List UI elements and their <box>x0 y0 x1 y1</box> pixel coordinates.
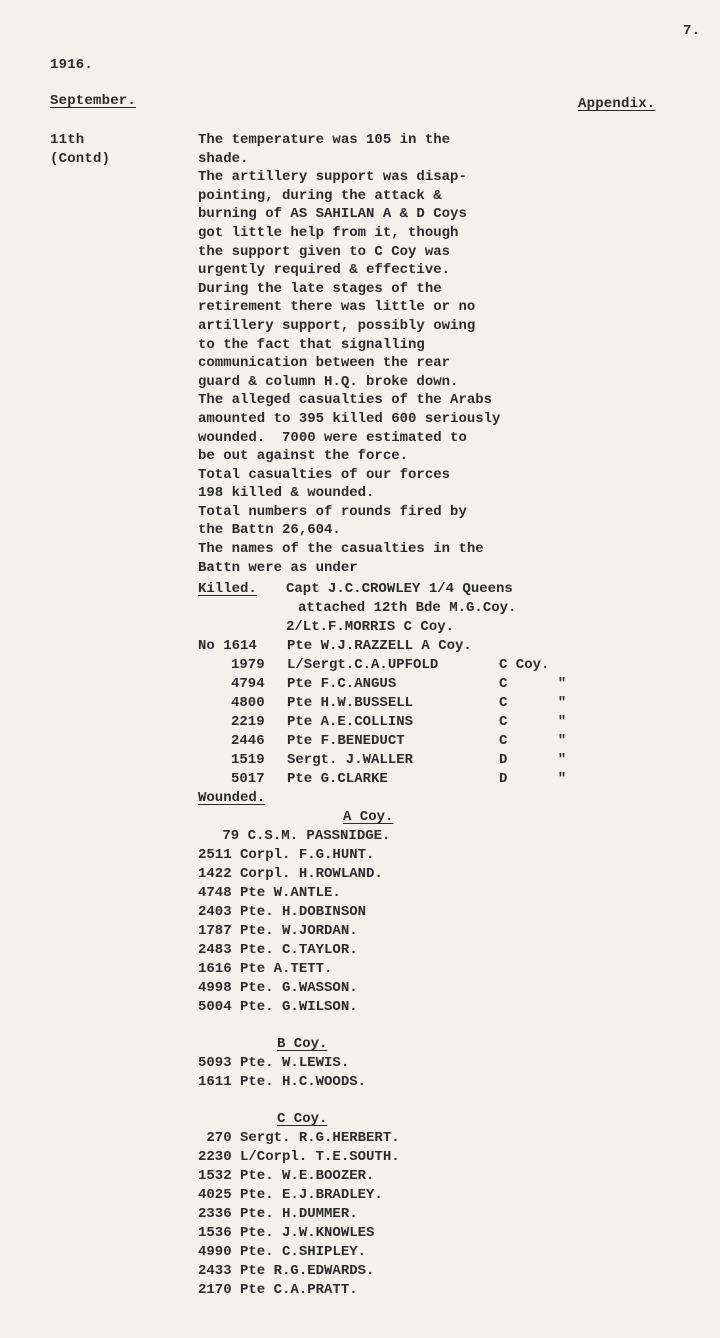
killed-man-coy: C " <box>499 733 567 749</box>
narrative-line: artillery support, possibly owing <box>198 317 476 334</box>
wounded-entry: 1787 Pte. W.JORDAN. <box>198 923 358 939</box>
wounded-entry: 2403 Pte. H.DOBINSON <box>198 904 367 920</box>
company-heading-b: B Coy. <box>277 1036 328 1052</box>
narrative <box>198 131 500 577</box>
narrative-line: the Battn 26,604. <box>198 522 341 539</box>
narrative-line: The artillery support was disap- <box>198 169 467 186</box>
narrative-line: wounded. 7000 were estimated to <box>198 429 467 446</box>
company-heading-a: A Coy. <box>343 809 394 825</box>
wounded-entry: 2230 L/Corpl. T.E.SOUTH. <box>198 1149 400 1165</box>
killed-man-no: 5017 <box>231 771 265 787</box>
killed-man-no: No 1614 <box>198 638 257 654</box>
wounded-entry: 5004 Pte. G.WILSON. <box>198 999 358 1015</box>
wounded-entry: 1422 Corpl. H.ROWLAND. <box>198 866 383 882</box>
killed-man-name: Pte H.W.BUSSELL <box>287 695 414 711</box>
wounded-entry: 2483 Pte. C.TAYLOR. <box>198 942 358 958</box>
killed-man-name: Pte G.CLARKE <box>287 771 388 787</box>
wounded-entry: 5093 Pte. W.LEWIS. <box>198 1055 350 1071</box>
narrative-line: urgently required & effective. <box>198 262 451 279</box>
killed-man-no: 2219 <box>231 714 265 730</box>
company-heading-c: C Coy. <box>277 1111 328 1127</box>
narrative-line: 198 killed & wounded. <box>198 485 375 502</box>
narrative-line: The names of the casualties in the <box>198 541 484 558</box>
wounded-entry: 79 C.S.M. PASSNIDGE. <box>214 828 391 844</box>
wounded-entry: 2170 Pte C.A.PRATT. <box>198 1282 358 1298</box>
killed-man-coy: C " <box>499 695 567 711</box>
narrative-line: communication between the rear <box>198 355 451 372</box>
killed-heading: Killed. <box>198 581 257 597</box>
wounded-entry: 1532 Pte. W.E.BOOZER. <box>198 1168 375 1184</box>
killed-man-coy: C Coy. <box>499 657 550 673</box>
narrative-line: retirement there was little or no <box>198 299 476 316</box>
killed-man-no: 1519 <box>231 752 265 768</box>
narrative-line: The alleged casualties of the Arabs <box>198 392 493 409</box>
wounded-entry: 1616 Pte A.TETT. <box>198 961 333 977</box>
narrative-line: The temperature was 105 in the <box>198 132 451 148</box>
killed-man-name: Sergt. J.WALLER <box>287 752 414 768</box>
wounded-entry: 4025 Pte. E.J.BRADLEY. <box>198 1187 383 1203</box>
killed-man-no: 1979 <box>231 657 265 673</box>
killed-man-coy: C " <box>499 714 567 730</box>
killed-man-coy: D " <box>499 752 567 768</box>
entry-date-note: (Contd) <box>50 151 111 167</box>
narrative-line: Total numbers of rounds fired by <box>198 503 467 520</box>
narrative-line: Total casualties of our forces <box>198 466 451 483</box>
killed-man-name: Pte A.E.COLLINS <box>287 714 414 730</box>
narrative-line: burning of AS SAHILAN A & D Coys <box>198 206 467 223</box>
wounded-entry: 2433 Pte R.G.EDWARDS. <box>198 1263 375 1279</box>
narrative-line: pointing, during the attack & <box>198 187 442 204</box>
killed-man-name: Pte W.J.RAZZELL A Coy. <box>287 638 472 654</box>
killed-man-no: 4800 <box>231 695 265 711</box>
year: 1916. <box>50 57 94 73</box>
narrative-line: the support given to C Coy was <box>198 243 451 260</box>
narrative-line: During the late stages of the <box>198 280 442 297</box>
killed-man-no: 2446 <box>231 733 265 749</box>
wounded-entry: 4748 Pte W.ANTLE. <box>198 885 341 901</box>
wounded-entry: 2511 Corpl. F.G.HUNT. <box>198 847 375 863</box>
wounded-entry: 270 Sergt. R.G.HERBERT. <box>198 1130 400 1146</box>
killed-man-name: L/Sergt.C.A.UPFOLD <box>287 657 439 673</box>
wounded-heading: Wounded. <box>198 790 266 806</box>
narrative-line: guard & column H.Q. broke down. <box>198 373 459 390</box>
killed-officer: attached 12th Bde M.G.Coy. <box>298 600 517 616</box>
wounded-entry: 2336 Pte. H.DUMMER. <box>198 1206 358 1222</box>
killed-officer: Capt J.C.CROWLEY 1/4 Queens <box>286 581 513 597</box>
narrative-line: to the fact that signalling <box>198 336 425 353</box>
wounded-entry: 4998 Pte. G.WASSON. <box>198 980 358 996</box>
killed-man-name: Pte F.BENEDUCT <box>287 733 405 749</box>
wounded-entry: 4990 Pte. C.SHIPLEY. <box>198 1244 367 1260</box>
entry-date: 11th <box>50 132 85 148</box>
appendix-label: Appendix. <box>578 96 656 112</box>
narrative-line: amounted to 395 killed 600 seriously <box>198 410 501 427</box>
killed-man-coy: D " <box>499 771 567 787</box>
narrative-line: got little help from it, though <box>198 224 459 241</box>
page-number: 7. <box>683 23 701 39</box>
narrative-line: be out against the force. <box>198 448 409 465</box>
narrative-line: shade. <box>198 150 249 167</box>
killed-man-no: 4794 <box>231 676 265 692</box>
wounded-entry: 1611 Pte. H.C.WOODS. <box>198 1074 367 1090</box>
killed-man-coy: C " <box>499 676 567 692</box>
wounded-entry: 1536 Pte. J.W.KNOWLES <box>198 1225 375 1241</box>
killed-man-name: Pte F.C.ANGUS <box>287 676 397 692</box>
narrative-line: Battn were as under <box>198 559 358 576</box>
month-heading: September. <box>50 93 137 109</box>
killed-officer: 2/Lt.F.MORRIS C Coy. <box>286 619 455 635</box>
